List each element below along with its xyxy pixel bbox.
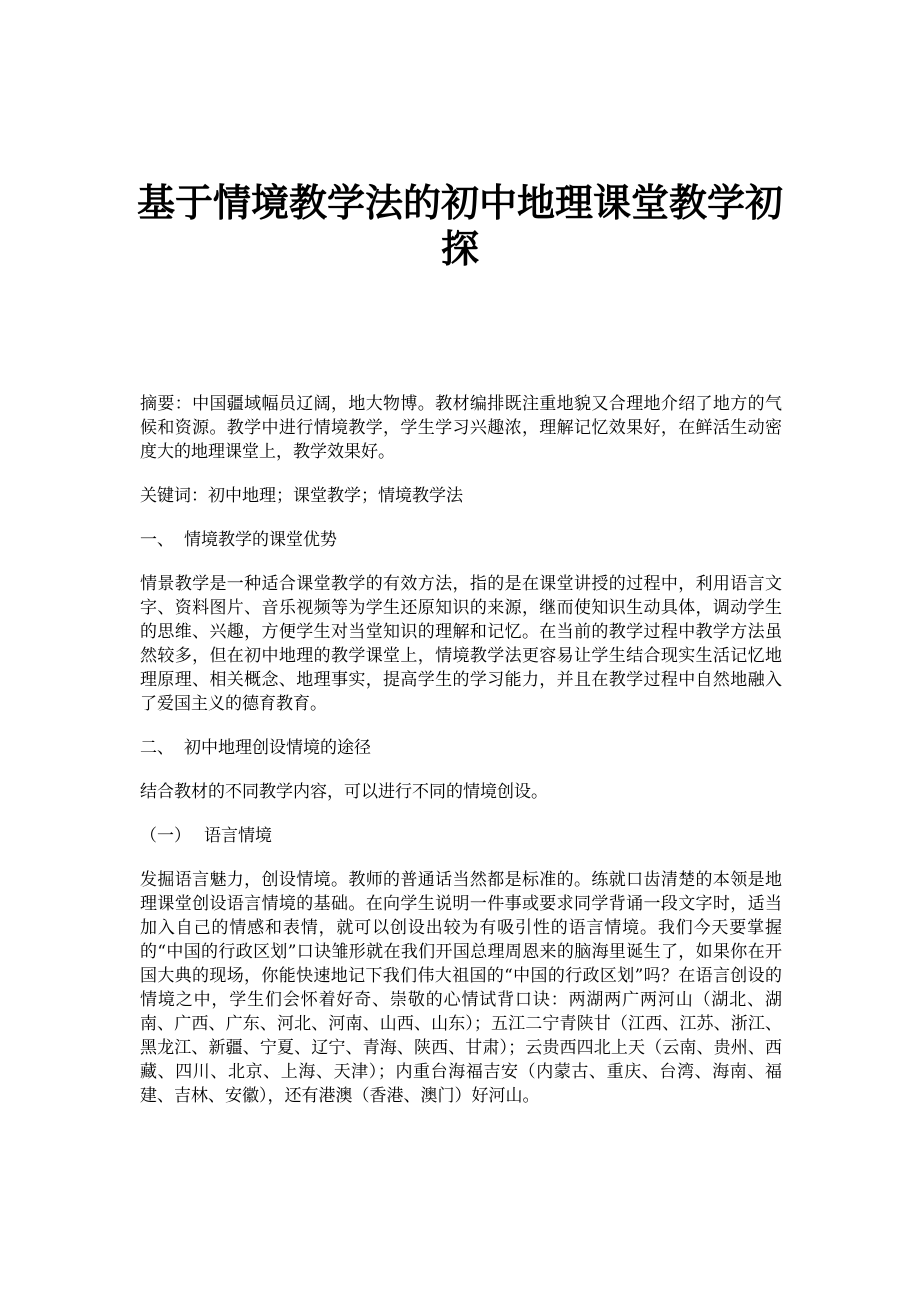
section-number-2: 二、 bbox=[140, 738, 174, 758]
subsection-paragraph-1: 发掘语言魅力，创设情境。教师的普通话当然都是标准的。练就口齿清楚的本领是地理课堂创设语言情境的基础。在向学生说明一件事或要求同学背诵一段文字时，适当加入自己的情感和表情，就可以创设出较为有吸引性的语言情境。我们今天要掌握的“中国的行政区划”口诀雏形就在我们开国总理周恩来的脑海里诞生了，如果你在开国大典的现场，你能快速地记下我们伟大祖国的“中国的行政区划”吗？在语言创设的情境之中，学生们会怀着好奇、崇敬的心情试背口诀：两湖两广两河山（湖北、湖南、广西、广东、河北、河南、山西、山东）；五江二宁青陕甘（江西、江苏、浙江、黑龙江、新疆、宁夏、辽宁、青海、陕西、甘肃）；云贵西四北上天（云南、贵州、西藏、四川、北京、上海、天津）；内重台海福吉安（内蒙古、重庆、台湾、海南、福建、吉林、安徽），还有港澳（香港、澳门）好河山。 bbox=[140, 870, 782, 1106]
section-paragraph-1: 情景教学是一种适合课堂教学的有效方法，指的是在课堂讲授的过程中，利用语言文字、资料图片、音乐视频等为学生还原知识的来源，继而使知识生动具体，调动学生的思维、兴趣，方便学生对当堂知识的理解和记忆。在当前的教学过程中教学方法虽然较多，但在初中地理的教学课堂上，情境教学法更容易让学生结合现实生活记忆地理原理、相关概念、地理事实，提高学生的学习能力，并且在教学过程中自然地融入了爱国主义的德育教育。 bbox=[140, 574, 782, 714]
subsection-heading-1 bbox=[140, 824, 782, 848]
abstract-paragraph: 摘要：中国疆域幅员辽阔，地大物博。教材编排既注重地貌又合理地介绍了地方的气候和资源。教学中进行情境教学，学生学习兴趣浓，理解记忆效果好，在鲜活生动密度大的地理课堂上，教学效果好。 bbox=[140, 394, 782, 462]
subsection-title-1: 语言情境 bbox=[204, 826, 272, 846]
document-body bbox=[140, 392, 782, 1128]
section-heading-1 bbox=[140, 528, 782, 552]
subsection-number-1: （一） bbox=[140, 826, 191, 846]
document-title: 基于情境教学法的初中地理课堂教学初探 bbox=[136, 180, 783, 271]
section-paragraph-2: 结合教材的不同教学内容，可以进行不同的情境创设。 bbox=[140, 782, 548, 802]
section-number-1: 一、 bbox=[140, 530, 174, 550]
section-heading-2 bbox=[140, 736, 782, 760]
section-title-1: 情境教学的课堂优势 bbox=[184, 530, 337, 550]
section-title-2: 初中地理创设情境的途径 bbox=[184, 738, 371, 758]
keywords-paragraph: 关键词：初中地理；课堂教学；情境教学法 bbox=[140, 486, 463, 506]
